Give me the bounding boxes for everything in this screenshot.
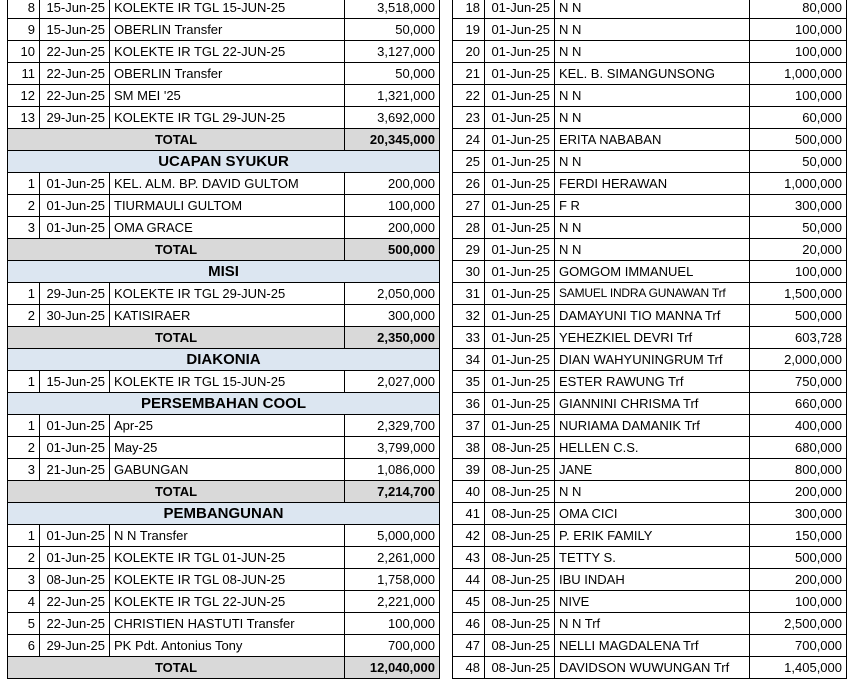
row-description: YEHEZKIEL DEVRI Trf bbox=[555, 327, 750, 349]
row-amount: 300,000 bbox=[345, 305, 440, 327]
row-date: 29-Jun-25 bbox=[40, 107, 110, 129]
row-description: TETTY S. bbox=[555, 547, 750, 569]
ledger-row bbox=[453, 613, 847, 635]
ledger-row bbox=[453, 239, 847, 261]
row-number: 21 bbox=[453, 63, 485, 85]
row-amount: 3,127,000 bbox=[345, 41, 440, 63]
row-description: OBERLIN Transfer bbox=[110, 63, 345, 85]
ledger-row bbox=[453, 635, 847, 657]
row-amount: 700,000 bbox=[345, 635, 440, 657]
ledger-row bbox=[8, 525, 440, 547]
row-date: 01-Jun-25 bbox=[40, 195, 110, 217]
ledger-row bbox=[8, 41, 440, 63]
row-number: 45 bbox=[453, 591, 485, 613]
row-date: 22-Jun-25 bbox=[40, 63, 110, 85]
row-number: 31 bbox=[453, 283, 485, 305]
row-description: KEL. ALM. BP. DAVID GULTOM bbox=[110, 173, 345, 195]
total-row bbox=[8, 481, 440, 503]
ledger-row bbox=[8, 0, 440, 19]
total-row bbox=[8, 129, 440, 151]
row-number: 24 bbox=[453, 129, 485, 151]
row-amount: 500,000 bbox=[750, 547, 847, 569]
right-ledger-table bbox=[452, 0, 847, 679]
row-amount: 800,000 bbox=[750, 459, 847, 481]
row-date: 21-Jun-25 bbox=[40, 459, 110, 481]
row-amount: 2,500,000 bbox=[750, 613, 847, 635]
row-number: 23 bbox=[453, 107, 485, 129]
row-date: 01-Jun-25 bbox=[485, 85, 555, 107]
total-row bbox=[8, 657, 440, 679]
row-amount: 1,500,000 bbox=[750, 283, 847, 305]
row-number: 39 bbox=[453, 459, 485, 481]
row-amount: 50,000 bbox=[750, 151, 847, 173]
row-number: 30 bbox=[453, 261, 485, 283]
row-amount: 1,321,000 bbox=[345, 85, 440, 107]
row-amount: 500,000 bbox=[750, 129, 847, 151]
row-description: N N bbox=[555, 85, 750, 107]
row-date: 01-Jun-25 bbox=[485, 371, 555, 393]
section-header bbox=[8, 349, 440, 371]
row-date: 08-Jun-25 bbox=[485, 613, 555, 635]
row-amount: 100,000 bbox=[750, 85, 847, 107]
row-description: DAVIDSON WUWUNGAN Trf bbox=[555, 657, 750, 679]
row-description: ERITA NABABAN bbox=[555, 129, 750, 151]
ledger-row bbox=[453, 41, 847, 63]
ledger-row bbox=[453, 173, 847, 195]
row-date: 29-Jun-25 bbox=[40, 283, 110, 305]
row-date: 15-Jun-25 bbox=[40, 371, 110, 393]
row-date: 01-Jun-25 bbox=[485, 217, 555, 239]
row-amount: 100,000 bbox=[345, 195, 440, 217]
ledger-row bbox=[453, 19, 847, 41]
row-description: N N bbox=[555, 41, 750, 63]
row-description: KATISIRAER bbox=[110, 305, 345, 327]
row-number: 8 bbox=[8, 0, 40, 19]
row-date: 01-Jun-25 bbox=[485, 19, 555, 41]
total-amount: 20,345,000 bbox=[345, 129, 440, 151]
row-amount: 1,758,000 bbox=[345, 569, 440, 591]
row-number: 1 bbox=[8, 415, 40, 437]
ledger-row bbox=[453, 459, 847, 481]
row-date: 08-Jun-25 bbox=[485, 481, 555, 503]
row-amount: 300,000 bbox=[750, 503, 847, 525]
ledger-row bbox=[453, 481, 847, 503]
row-number: 27 bbox=[453, 195, 485, 217]
row-number: 26 bbox=[453, 173, 485, 195]
row-number: 34 bbox=[453, 349, 485, 371]
row-description: KOLEKTE IR TGL 08-JUN-25 bbox=[110, 569, 345, 591]
section-title: MISI bbox=[8, 261, 440, 283]
row-number: 32 bbox=[453, 305, 485, 327]
row-description: KOLEKTE IR TGL 15-JUN-25 bbox=[110, 371, 345, 393]
row-description: SM MEI '25 bbox=[110, 85, 345, 107]
ledger-row bbox=[453, 415, 847, 437]
row-date: 08-Jun-25 bbox=[485, 635, 555, 657]
right-ledger-body bbox=[453, 0, 847, 679]
row-amount: 3,518,000 bbox=[345, 0, 440, 19]
row-description: JANE bbox=[555, 459, 750, 481]
row-number: 3 bbox=[8, 459, 40, 481]
ledger-row bbox=[8, 591, 440, 613]
row-date: 22-Jun-25 bbox=[40, 41, 110, 63]
ledger-row bbox=[453, 657, 847, 679]
row-amount: 3,799,000 bbox=[345, 437, 440, 459]
row-date: 01-Jun-25 bbox=[485, 151, 555, 173]
row-description: KEL. B. SIMANGUNSONG bbox=[555, 63, 750, 85]
row-description: GIANNINI CHRISMA Trf bbox=[555, 393, 750, 415]
row-number: 1 bbox=[8, 371, 40, 393]
row-amount: 603,728 bbox=[750, 327, 847, 349]
row-amount: 150,000 bbox=[750, 525, 847, 547]
row-description: Apr-25 bbox=[110, 415, 345, 437]
row-description: OMA GRACE bbox=[110, 217, 345, 239]
row-number: 36 bbox=[453, 393, 485, 415]
row-description: May-25 bbox=[110, 437, 345, 459]
row-date: 01-Jun-25 bbox=[485, 63, 555, 85]
row-number: 29 bbox=[453, 239, 485, 261]
row-date: 22-Jun-25 bbox=[40, 85, 110, 107]
row-date: 08-Jun-25 bbox=[485, 591, 555, 613]
ledger-row bbox=[453, 217, 847, 239]
total-row bbox=[8, 327, 440, 349]
row-amount: 50,000 bbox=[345, 63, 440, 85]
row-description: KOLEKTE IR TGL 29-JUN-25 bbox=[110, 107, 345, 129]
ledger-row bbox=[8, 283, 440, 305]
row-date: 01-Jun-25 bbox=[40, 525, 110, 547]
row-date: 01-Jun-25 bbox=[485, 173, 555, 195]
ledger-row bbox=[453, 261, 847, 283]
row-date: 30-Jun-25 bbox=[40, 305, 110, 327]
section-title: UCAPAN SYUKUR bbox=[8, 151, 440, 173]
section-title: PEMBANGUNAN bbox=[8, 503, 440, 525]
total-amount: 500,000 bbox=[345, 239, 440, 261]
row-date: 01-Jun-25 bbox=[485, 327, 555, 349]
row-description: N N bbox=[555, 107, 750, 129]
row-date: 01-Jun-25 bbox=[485, 349, 555, 371]
row-number: 1 bbox=[8, 173, 40, 195]
row-number: 6 bbox=[8, 635, 40, 657]
ledger-row bbox=[453, 371, 847, 393]
ledger-row bbox=[453, 283, 847, 305]
row-amount: 100,000 bbox=[750, 261, 847, 283]
ledger-row bbox=[453, 129, 847, 151]
section-title: PERSEMBAHAN COOL bbox=[8, 393, 440, 415]
row-date: 01-Jun-25 bbox=[485, 261, 555, 283]
row-number: 41 bbox=[453, 503, 485, 525]
row-description: KOLEKTE IR TGL 29-JUN-25 bbox=[110, 283, 345, 305]
total-amount: 7,214,700 bbox=[345, 481, 440, 503]
row-amount: 660,000 bbox=[750, 393, 847, 415]
row-amount: 200,000 bbox=[750, 481, 847, 503]
ledger-row bbox=[453, 151, 847, 173]
row-number: 9 bbox=[8, 19, 40, 41]
row-date: 01-Jun-25 bbox=[485, 393, 555, 415]
ledger-row bbox=[8, 371, 440, 393]
row-number: 4 bbox=[8, 591, 40, 613]
row-number: 43 bbox=[453, 547, 485, 569]
ledger-row bbox=[453, 569, 847, 591]
row-number: 1 bbox=[8, 283, 40, 305]
section-header bbox=[8, 503, 440, 525]
row-number: 2 bbox=[8, 547, 40, 569]
row-date: 01-Jun-25 bbox=[40, 217, 110, 239]
row-number: 40 bbox=[453, 481, 485, 503]
row-description: NURIAMA DAMANIK Trf bbox=[555, 415, 750, 437]
row-description: NIVE bbox=[555, 591, 750, 613]
row-description: DIAN WAHYUNINGRUM Trf bbox=[555, 349, 750, 371]
row-description: FERDI HERAWAN bbox=[555, 173, 750, 195]
ledger-row bbox=[8, 635, 440, 657]
ledger-row bbox=[8, 459, 440, 481]
row-amount: 750,000 bbox=[750, 371, 847, 393]
ledger-row bbox=[8, 613, 440, 635]
ledger-row bbox=[453, 393, 847, 415]
row-date: 08-Jun-25 bbox=[485, 657, 555, 679]
row-amount: 200,000 bbox=[750, 569, 847, 591]
row-amount: 1,000,000 bbox=[750, 173, 847, 195]
row-description: GABUNGAN bbox=[110, 459, 345, 481]
row-number: 38 bbox=[453, 437, 485, 459]
ledger-row bbox=[453, 0, 847, 19]
total-label: TOTAL bbox=[8, 129, 345, 151]
row-description: OBERLIN Transfer bbox=[110, 19, 345, 41]
ledger-row bbox=[453, 349, 847, 371]
row-amount: 400,000 bbox=[750, 415, 847, 437]
row-amount: 700,000 bbox=[750, 635, 847, 657]
ledger-row bbox=[8, 85, 440, 107]
row-description: N N bbox=[555, 151, 750, 173]
row-number: 3 bbox=[8, 569, 40, 591]
row-amount: 300,000 bbox=[750, 195, 847, 217]
row-number: 13 bbox=[8, 107, 40, 129]
row-date: 01-Jun-25 bbox=[485, 415, 555, 437]
total-row bbox=[8, 239, 440, 261]
row-amount: 50,000 bbox=[750, 217, 847, 239]
row-number: 2 bbox=[8, 305, 40, 327]
row-number: 1 bbox=[8, 525, 40, 547]
row-description: N N bbox=[555, 239, 750, 261]
row-date: 22-Jun-25 bbox=[40, 591, 110, 613]
row-amount: 80,000 bbox=[750, 0, 847, 19]
row-description: N N bbox=[555, 481, 750, 503]
ledger-row bbox=[8, 547, 440, 569]
row-description: CHRISTIEN HASTUTI Transfer bbox=[110, 613, 345, 635]
row-amount: 5,000,000 bbox=[345, 525, 440, 547]
row-number: 44 bbox=[453, 569, 485, 591]
row-amount: 20,000 bbox=[750, 239, 847, 261]
row-date: 08-Jun-25 bbox=[485, 547, 555, 569]
row-date: 01-Jun-25 bbox=[485, 195, 555, 217]
row-amount: 200,000 bbox=[345, 173, 440, 195]
ledger-row bbox=[8, 195, 440, 217]
row-date: 15-Jun-25 bbox=[40, 19, 110, 41]
section-header bbox=[8, 261, 440, 283]
row-description: ESTER RAWUNG Trf bbox=[555, 371, 750, 393]
row-date: 15-Jun-25 bbox=[40, 0, 110, 19]
row-amount: 100,000 bbox=[345, 613, 440, 635]
row-amount: 1,405,000 bbox=[750, 657, 847, 679]
row-description: GOMGOM IMMANUEL bbox=[555, 261, 750, 283]
row-amount: 2,050,000 bbox=[345, 283, 440, 305]
ledger-row bbox=[453, 305, 847, 327]
row-number: 42 bbox=[453, 525, 485, 547]
row-description: PK Pdt. Antonius Tony bbox=[110, 635, 345, 657]
row-date: 08-Jun-25 bbox=[485, 569, 555, 591]
row-date: 01-Jun-25 bbox=[485, 239, 555, 261]
row-number: 19 bbox=[453, 19, 485, 41]
ledger-row bbox=[8, 569, 440, 591]
row-number: 2 bbox=[8, 437, 40, 459]
ledger-row bbox=[453, 503, 847, 525]
row-amount: 100,000 bbox=[750, 591, 847, 613]
section-header bbox=[8, 151, 440, 173]
row-number: 35 bbox=[453, 371, 485, 393]
row-date: 01-Jun-25 bbox=[485, 283, 555, 305]
row-amount: 50,000 bbox=[345, 19, 440, 41]
row-date: 08-Jun-25 bbox=[485, 437, 555, 459]
row-description: TIURMAULI GULTOM bbox=[110, 195, 345, 217]
row-date: 01-Jun-25 bbox=[485, 107, 555, 129]
ledger-row bbox=[453, 437, 847, 459]
ledger-row bbox=[453, 327, 847, 349]
row-number: 10 bbox=[8, 41, 40, 63]
row-number: 25 bbox=[453, 151, 485, 173]
row-number: 18 bbox=[453, 0, 485, 19]
row-amount: 680,000 bbox=[750, 437, 847, 459]
row-number: 37 bbox=[453, 415, 485, 437]
ledger-row bbox=[8, 415, 440, 437]
row-date: 22-Jun-25 bbox=[40, 613, 110, 635]
row-date: 01-Jun-25 bbox=[485, 305, 555, 327]
row-description: F R bbox=[555, 195, 750, 217]
row-date: 01-Jun-25 bbox=[485, 41, 555, 63]
total-label: TOTAL bbox=[8, 327, 345, 349]
row-description: N N bbox=[555, 217, 750, 239]
row-date: 08-Jun-25 bbox=[40, 569, 110, 591]
total-label: TOTAL bbox=[8, 657, 345, 679]
row-number: 3 bbox=[8, 217, 40, 239]
row-amount: 2,221,000 bbox=[345, 591, 440, 613]
row-number: 5 bbox=[8, 613, 40, 635]
row-amount: 2,261,000 bbox=[345, 547, 440, 569]
row-amount: 3,692,000 bbox=[345, 107, 440, 129]
row-number: 48 bbox=[453, 657, 485, 679]
ledger-row bbox=[8, 19, 440, 41]
ledger-row bbox=[453, 85, 847, 107]
ledger-row bbox=[453, 107, 847, 129]
row-description: OMA CICI bbox=[555, 503, 750, 525]
row-amount: 1,086,000 bbox=[345, 459, 440, 481]
row-number: 28 bbox=[453, 217, 485, 239]
row-date: 01-Jun-25 bbox=[40, 437, 110, 459]
row-amount: 500,000 bbox=[750, 305, 847, 327]
row-amount: 100,000 bbox=[750, 19, 847, 41]
row-number: 47 bbox=[453, 635, 485, 657]
row-description: N N Trf bbox=[555, 613, 750, 635]
row-amount: 1,000,000 bbox=[750, 63, 847, 85]
ledger-row bbox=[453, 591, 847, 613]
ledger-row bbox=[453, 63, 847, 85]
row-description: KOLEKTE IR TGL 15-JUN-25 bbox=[110, 0, 345, 19]
total-label: TOTAL bbox=[8, 239, 345, 261]
section-title: DIAKONIA bbox=[8, 349, 440, 371]
row-date: 01-Jun-25 bbox=[40, 173, 110, 195]
row-description: P. ERIK FAMILY bbox=[555, 525, 750, 547]
ledger-row bbox=[8, 217, 440, 239]
row-number: 46 bbox=[453, 613, 485, 635]
row-description: IBU INDAH bbox=[555, 569, 750, 591]
row-date: 29-Jun-25 bbox=[40, 635, 110, 657]
section-header bbox=[8, 393, 440, 415]
ledger-row bbox=[8, 437, 440, 459]
left-ledger-table bbox=[7, 0, 440, 679]
row-amount: 200,000 bbox=[345, 217, 440, 239]
row-date: 01-Jun-25 bbox=[40, 415, 110, 437]
left-ledger-body bbox=[8, 0, 440, 679]
row-amount: 2,000,000 bbox=[750, 349, 847, 371]
row-description: KOLEKTE IR TGL 22-JUN-25 bbox=[110, 591, 345, 613]
row-date: 01-Jun-25 bbox=[485, 0, 555, 19]
row-description: KOLEKTE IR TGL 22-JUN-25 bbox=[110, 41, 345, 63]
row-date: 08-Jun-25 bbox=[485, 459, 555, 481]
row-description: NELLI MAGDALENA Trf bbox=[555, 635, 750, 657]
row-description: KOLEKTE IR TGL 01-JUN-25 bbox=[110, 547, 345, 569]
row-date: 08-Jun-25 bbox=[485, 503, 555, 525]
row-number: 20 bbox=[453, 41, 485, 63]
row-description: DAMAYUNI TIO MANNA Trf bbox=[555, 305, 750, 327]
row-number: 11 bbox=[8, 63, 40, 85]
row-date: 08-Jun-25 bbox=[485, 525, 555, 547]
total-amount: 2,350,000 bbox=[345, 327, 440, 349]
ledger-row bbox=[8, 107, 440, 129]
ledger-row bbox=[8, 305, 440, 327]
row-number: 12 bbox=[8, 85, 40, 107]
row-description: SAMUEL INDRA GUNAWAN Trf bbox=[555, 283, 750, 305]
row-amount: 2,027,000 bbox=[345, 371, 440, 393]
ledger-row bbox=[453, 525, 847, 547]
ledger-row bbox=[453, 195, 847, 217]
total-label: TOTAL bbox=[8, 481, 345, 503]
ledger-row bbox=[453, 547, 847, 569]
ledger-row bbox=[8, 173, 440, 195]
row-number: 33 bbox=[453, 327, 485, 349]
row-amount: 2,329,700 bbox=[345, 415, 440, 437]
row-description: HELLEN C.S. bbox=[555, 437, 750, 459]
row-number: 22 bbox=[453, 85, 485, 107]
row-description: N N bbox=[555, 0, 750, 19]
row-date: 01-Jun-25 bbox=[485, 129, 555, 151]
row-amount: 100,000 bbox=[750, 41, 847, 63]
row-number: 2 bbox=[8, 195, 40, 217]
row-date: 01-Jun-25 bbox=[40, 547, 110, 569]
total-amount: 12,040,000 bbox=[345, 657, 440, 679]
ledger-row bbox=[8, 63, 440, 85]
row-description: N N bbox=[555, 19, 750, 41]
row-description: N N Transfer bbox=[110, 525, 345, 547]
row-amount: 60,000 bbox=[750, 107, 847, 129]
